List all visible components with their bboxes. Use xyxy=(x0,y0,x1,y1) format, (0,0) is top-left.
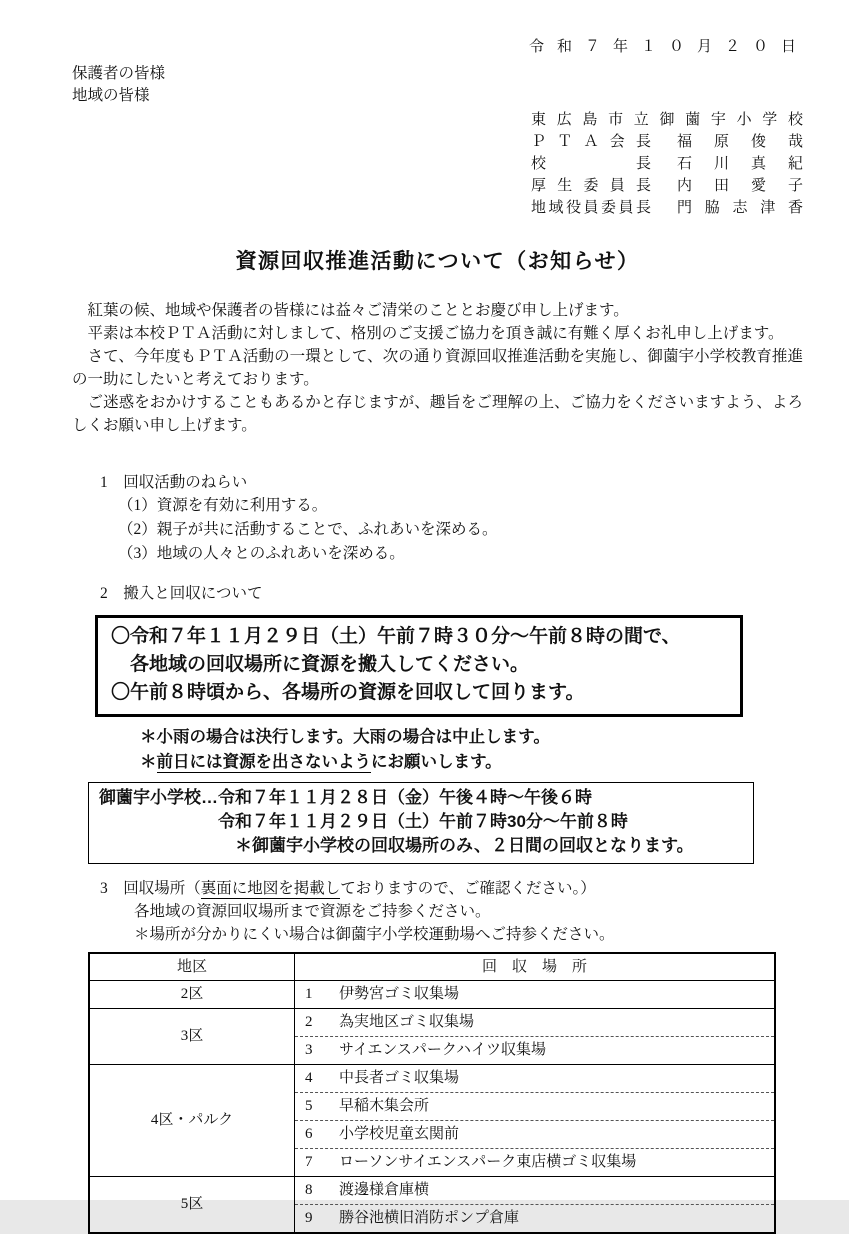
section-heading xyxy=(100,877,803,900)
heading-text: 3 回収場所（ xyxy=(100,880,201,897)
section-schedule xyxy=(72,582,803,864)
paragraph: ご迷惑をおかけすることもあるかと存じますが、趣旨をご理解の上、ご協力をくださいますよう、よろしくお願い申し上げます。 xyxy=(72,394,803,434)
site-name: サイエンスパークハイツ収集場 xyxy=(339,1042,547,1058)
schedule-box xyxy=(95,615,743,717)
note-text: ＊ xyxy=(140,753,157,771)
site-number: 9 xyxy=(305,1210,313,1226)
site-number: 4 xyxy=(305,1070,313,1086)
site-name: 早稲木集会所 xyxy=(339,1098,430,1114)
location-note: ＊場所が分かりにくい場合は御薗宇小学校運動場へご持参ください。 xyxy=(134,926,615,943)
site-number: 3 xyxy=(305,1042,313,1058)
schedule-line: 〇令和７年１１月２９日（土）午前７時３０分～午前８時の間で、 xyxy=(111,626,681,647)
school-name: 東広島市立御薗宇小学校 xyxy=(531,112,803,128)
signature-row xyxy=(531,131,803,153)
site-number: 5 xyxy=(305,1098,313,1114)
collection-sites-table xyxy=(88,952,776,1234)
signature-block xyxy=(531,109,803,219)
site-cell xyxy=(295,981,776,1009)
heading-text: ておりますので、ご確認ください。） xyxy=(340,880,596,897)
page-title: 資源回収推進活動について（お知らせ） xyxy=(235,249,640,273)
site-cell xyxy=(295,1065,776,1093)
site-cell xyxy=(295,1121,776,1149)
signer-role: 校長 xyxy=(531,156,651,172)
site-cell xyxy=(295,1009,776,1037)
signer-name: 福原俊哉 xyxy=(677,134,803,150)
school-schedule-line: 令和７年１１月２９日（土）午前７時30分～午前８時 xyxy=(99,812,628,831)
signature-row xyxy=(531,197,803,219)
signature-row xyxy=(531,153,803,175)
site-name: 中長者ゴミ収集場 xyxy=(339,1070,460,1086)
section-aims xyxy=(72,471,803,566)
section-heading: 2 搬入と回収について xyxy=(100,585,263,602)
site-number: 1 xyxy=(305,986,313,1002)
weather-notes xyxy=(140,725,803,775)
section-locations xyxy=(72,877,803,946)
site-number: 8 xyxy=(305,1182,313,1198)
site-name: 小学校児童玄関前 xyxy=(339,1126,460,1142)
site-name: 勝谷池横旧消防ポンプ倉庫 xyxy=(339,1210,520,1226)
schedule-line: 各地域の回収場所に資源を搬入してください。 xyxy=(111,654,530,675)
section-heading: 1 回収活動のねらい xyxy=(100,474,248,491)
site-cell xyxy=(295,1093,776,1121)
district-cell: 2区 xyxy=(89,981,295,1009)
addressee-block xyxy=(72,63,803,107)
location-note: 各地域の資源回収場所まで資源をご持参ください。 xyxy=(134,903,491,920)
paragraph: 紅葉の候、地域や保護者の皆様には益々ご清栄のこととお慶び申し上げます。 xyxy=(72,302,629,319)
table-header-row xyxy=(89,953,775,981)
table-row xyxy=(89,1009,775,1037)
site-cell xyxy=(295,1037,776,1065)
greeting-paragraphs xyxy=(72,299,803,437)
district-cell: 5区 xyxy=(89,1177,295,1234)
school-schedule-line: 御薗宇小学校…令和７年１１月２８日（金）午後４時～午後６時 xyxy=(99,788,592,807)
list-item: （3）地域の人々とのふれあいを深める。 xyxy=(118,545,405,562)
school-schedule-box xyxy=(88,782,754,864)
aim-list xyxy=(118,494,803,566)
note-line: ＊小雨の場合は決行します。大雨の場合は中止します。 xyxy=(140,728,550,746)
addressee-line: 地域の皆様 xyxy=(72,87,150,104)
signer-role: 厚生委員長 xyxy=(531,178,651,194)
paragraph: さて、今年度もＰＴＡ活動の一環として、次の通り資源回収推進活動を実施し、御薗宇小学校教育推進の一助にしたいと考えております。 xyxy=(72,348,803,388)
collection-table-body xyxy=(89,981,775,1234)
site-cell xyxy=(295,1205,776,1234)
site-number: 6 xyxy=(305,1126,313,1142)
signer-role: 地域役員委員長 xyxy=(531,200,651,216)
site-number: 7 xyxy=(305,1154,313,1170)
table-row xyxy=(89,1177,775,1205)
schedule-line: 〇午前８時頃から、各場所の資源を回収して回ります。 xyxy=(111,682,585,703)
district-cell: 4区・パルク xyxy=(89,1065,295,1177)
district-cell: 3区 xyxy=(89,1009,295,1065)
note-line xyxy=(140,750,803,775)
note-text: にお願いします。 xyxy=(371,753,502,771)
school-schedule-line: ＊御薗宇小学校の回収場所のみ、２日間の回収となります。 xyxy=(99,836,694,855)
site-cell xyxy=(295,1149,776,1177)
list-item: （2）親子が共に活動することで、ふれあいを深める。 xyxy=(118,521,498,538)
document-date: 令和７年１０月２０日 xyxy=(528,39,809,55)
paragraph: 平素は本校ＰＴＡ活動に対しまして、格別のご支援ご協力を頂き誠に有難く厚くお礼申し上げます。 xyxy=(72,325,784,342)
site-name: 為実地区ゴミ収集場 xyxy=(339,1014,475,1030)
addressee-line: 保護者の皆様 xyxy=(72,65,166,82)
signer-name: 内田愛子 xyxy=(677,178,803,194)
table-row xyxy=(89,981,775,1009)
site-number: 2 xyxy=(305,1014,313,1030)
column-header-place: 回 収 場 所 xyxy=(295,953,776,981)
table-row xyxy=(89,1065,775,1093)
heading-underlined-text: 裏面に地図を掲載し xyxy=(200,880,341,897)
list-item: （1）資源を有効に利用する。 xyxy=(118,497,328,514)
signature-row xyxy=(531,175,803,197)
site-name: ローソンサイエンスパーク東店横ゴミ収集場 xyxy=(339,1154,637,1170)
site-cell xyxy=(295,1177,776,1205)
column-header-district: 地区 xyxy=(89,953,295,981)
signer-name: 門脇志津香 xyxy=(677,200,803,216)
site-name: 渡邊様倉庫横 xyxy=(339,1182,430,1198)
signer-role: ＰＴＡ会長 xyxy=(531,134,651,150)
site-name: 伊勢宮ゴミ収集場 xyxy=(339,986,460,1002)
note-underlined-text: 前日には資源を出さないよう xyxy=(156,753,371,771)
signer-name: 石川真紀 xyxy=(677,156,803,172)
